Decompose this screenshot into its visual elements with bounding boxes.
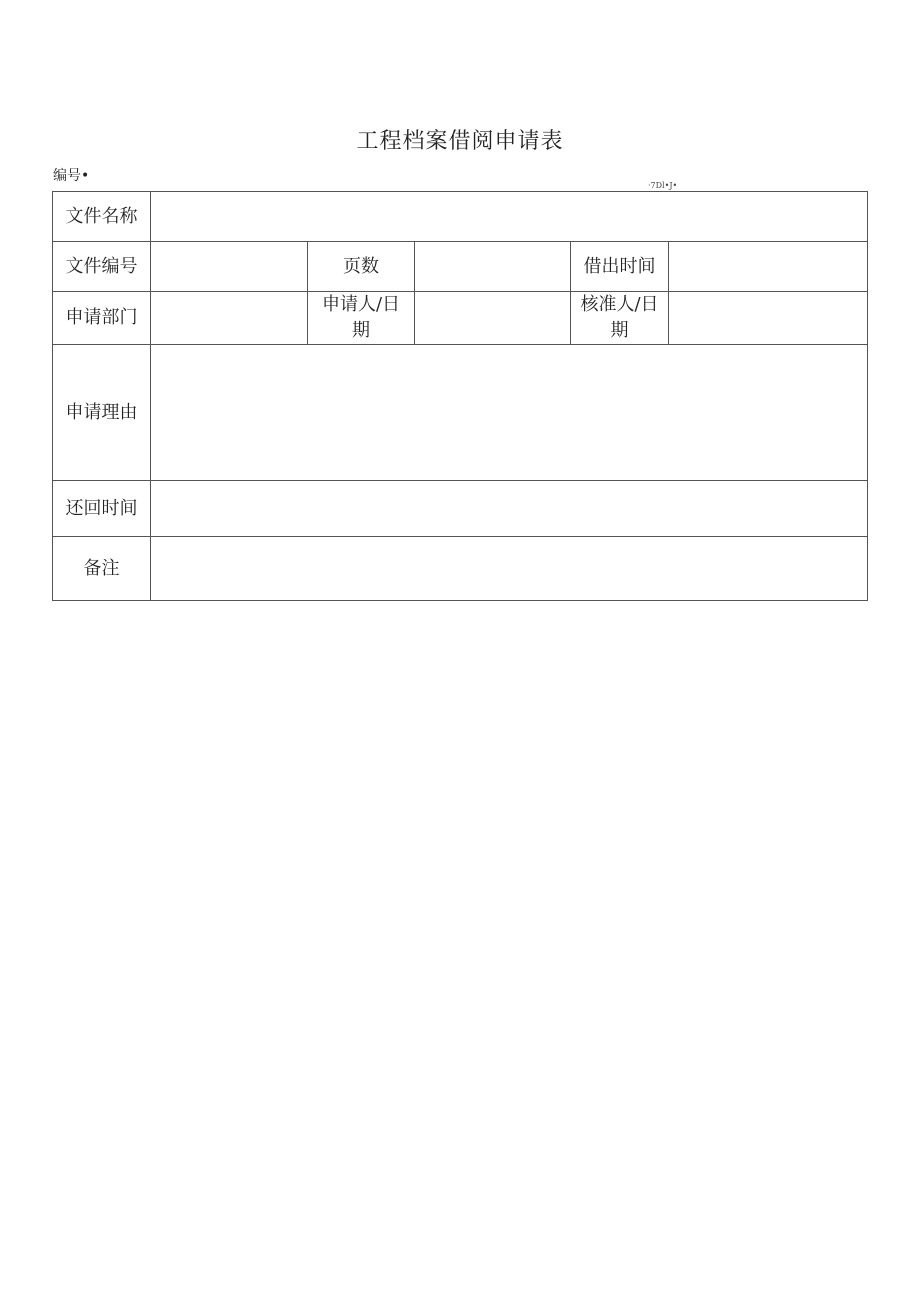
approver-date-label-line1: 核准人/日 — [580, 294, 659, 315]
file-number-label: 文件编号 — [53, 242, 151, 292]
approver-date-label — [571, 292, 669, 345]
row-department — [53, 292, 868, 345]
row-reason — [53, 345, 868, 481]
return-time-field[interactable] — [151, 481, 868, 537]
file-number-field[interactable] — [151, 242, 308, 292]
applicant-date-field[interactable] — [415, 292, 571, 345]
borrow-time-label: 借出时间 — [571, 242, 669, 292]
applicant-date-label — [308, 292, 415, 345]
borrow-time-field[interactable] — [669, 242, 868, 292]
page-title: 工程档案借阅申请表 — [356, 129, 564, 154]
applicant-date-label-line2: 期 — [352, 320, 370, 341]
file-name-field[interactable] — [151, 192, 868, 242]
applicant-date-label-line1: 申请人/日 — [321, 294, 401, 315]
reason-label: 申请理由 — [53, 345, 151, 481]
remarks-field[interactable] — [151, 537, 868, 601]
department-field[interactable] — [151, 292, 308, 345]
scan-mark: ·7Dl•J• — [648, 181, 678, 190]
reason-field[interactable] — [151, 345, 868, 481]
return-time-label: 还回时间 — [53, 481, 151, 537]
row-file-name — [53, 192, 868, 242]
page-count-label: 页数 — [308, 242, 415, 292]
remarks-label: 备注 — [53, 537, 151, 601]
row-remarks — [53, 537, 868, 601]
row-file-number — [53, 242, 868, 292]
page-count-field[interactable] — [415, 242, 571, 292]
serial-number-label: 编号• — [53, 168, 90, 184]
borrow-request-form — [52, 191, 868, 601]
file-name-label: 文件名称 — [53, 192, 151, 242]
approver-date-label-line2: 期 — [610, 320, 629, 341]
approver-date-field[interactable] — [669, 292, 868, 345]
row-return-time — [53, 481, 868, 537]
department-label: 申请部门 — [53, 292, 151, 345]
